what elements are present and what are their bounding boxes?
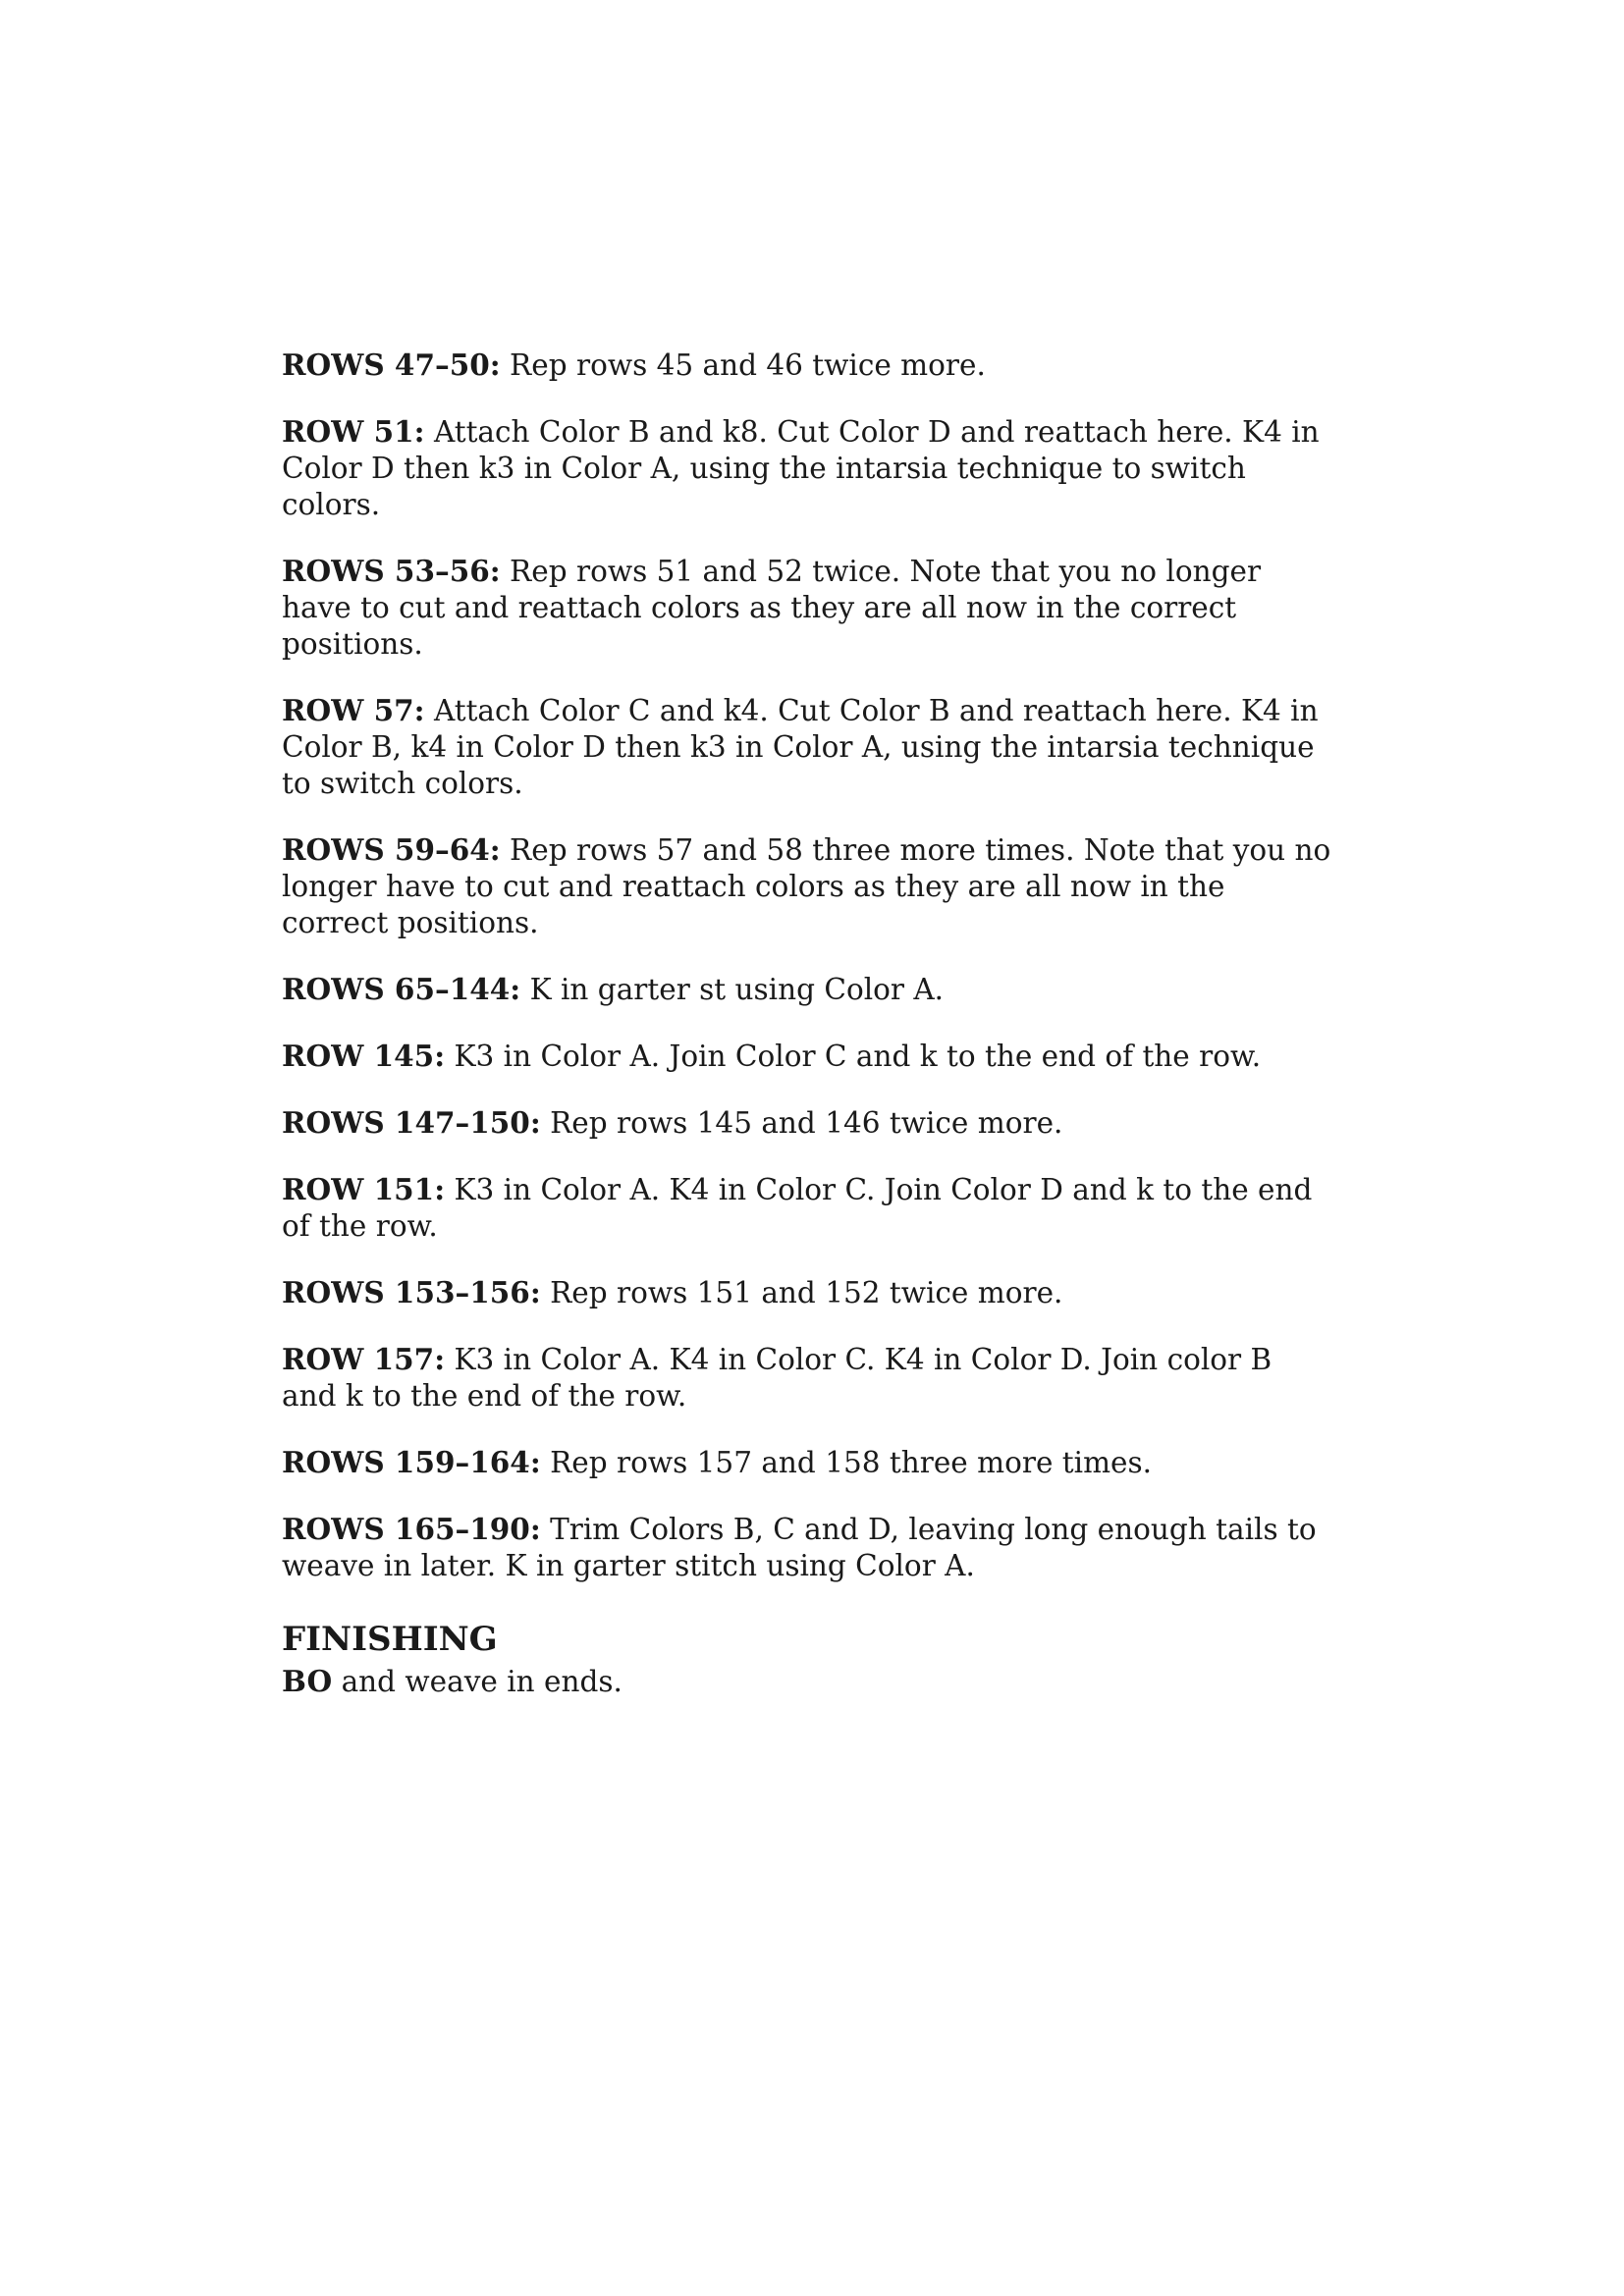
- row-text: K in garter st using Color A.: [520, 973, 945, 1006]
- row-text: Rep rows 145 and 146 twice more.: [540, 1106, 1063, 1140]
- row-label: ROWS 47–50:: [282, 347, 501, 382]
- row-text: Rep rows 45 and 46 twice more.: [500, 348, 986, 382]
- row-label: ROWS 147–150:: [282, 1105, 541, 1140]
- instruction-rows-153-156: [282, 1274, 1332, 1311]
- row-label: ROWS 159–164:: [282, 1445, 541, 1479]
- page-content: [282, 347, 1332, 1700]
- row-text: Attach Color B and k8. Cut Color D and reattach here. K4 in Color D then k3 in Color A, using the intarsia technique to switch colors.: [282, 415, 1320, 521]
- instruction-rows-53-56: [282, 553, 1332, 663]
- row-text: K3 in Color A. K4 in Color C. Join Color D and k to the end of the row.: [282, 1173, 1313, 1243]
- instruction-row-57: [282, 692, 1332, 802]
- instruction-rows-65-144: [282, 971, 1332, 1008]
- row-label: ROWS 53–56:: [282, 554, 501, 588]
- finishing-instruction: [282, 1663, 1332, 1700]
- row-label: ROW 57:: [282, 693, 425, 727]
- instruction-row-151: [282, 1171, 1332, 1245]
- instruction-rows-47-50: [282, 347, 1332, 384]
- instruction-row-51: [282, 413, 1332, 523]
- row-text: K3 in Color A. K4 in Color C. K4 in Color D. Join color B and k to the end of the row.: [282, 1343, 1272, 1413]
- row-text: Rep rows 151 and 152 twice more.: [540, 1276, 1063, 1309]
- row-text: K3 in Color A. Join Color C and k to the end of the row.: [445, 1040, 1262, 1073]
- instruction-rows-159-164: [282, 1444, 1332, 1481]
- instruction-row-145: [282, 1038, 1332, 1075]
- row-label: ROWS 153–156:: [282, 1275, 541, 1309]
- row-label: ROWS 59–64:: [282, 832, 501, 867]
- row-label: ROW 145:: [282, 1039, 446, 1073]
- row-label: ROW 51:: [282, 414, 425, 449]
- instruction-rows-147-150: [282, 1104, 1332, 1142]
- finishing-label: BO: [282, 1664, 333, 1698]
- row-text: Attach Color C and k4. Cut Color B and reattach here. K4 in Color B, k4 in Color D then k3 in Color A, using the intarsia technique to switch colors.: [282, 694, 1319, 800]
- row-label: ROWS 165–190:: [282, 1512, 541, 1546]
- row-text: Rep rows 57 and 58 three more times. Note that you no longer have to cut and reattach colors as they are all now in the correct positions.: [282, 833, 1331, 939]
- finishing-text: and weave in ends.: [332, 1665, 623, 1698]
- instruction-rows-59-64: [282, 831, 1332, 941]
- row-text: Rep rows 157 and 158 three more times.: [540, 1446, 1153, 1479]
- finishing-heading: FINISHING: [282, 1620, 498, 1659]
- instruction-row-157: [282, 1341, 1332, 1415]
- row-text: Rep rows 51 and 52 twice. Note that you no longer have to cut and reattach colors as they are all now in the correct positions.: [282, 555, 1262, 661]
- row-label: ROW 157:: [282, 1342, 446, 1376]
- instruction-rows-165-190: [282, 1511, 1332, 1584]
- row-text: Trim Colors B, C and D, leaving long enough tails to weave in later. K in garter stitch using Color A.: [282, 1513, 1317, 1582]
- row-label: ROWS 65–144:: [282, 972, 521, 1006]
- row-label: ROW 151:: [282, 1172, 446, 1206]
